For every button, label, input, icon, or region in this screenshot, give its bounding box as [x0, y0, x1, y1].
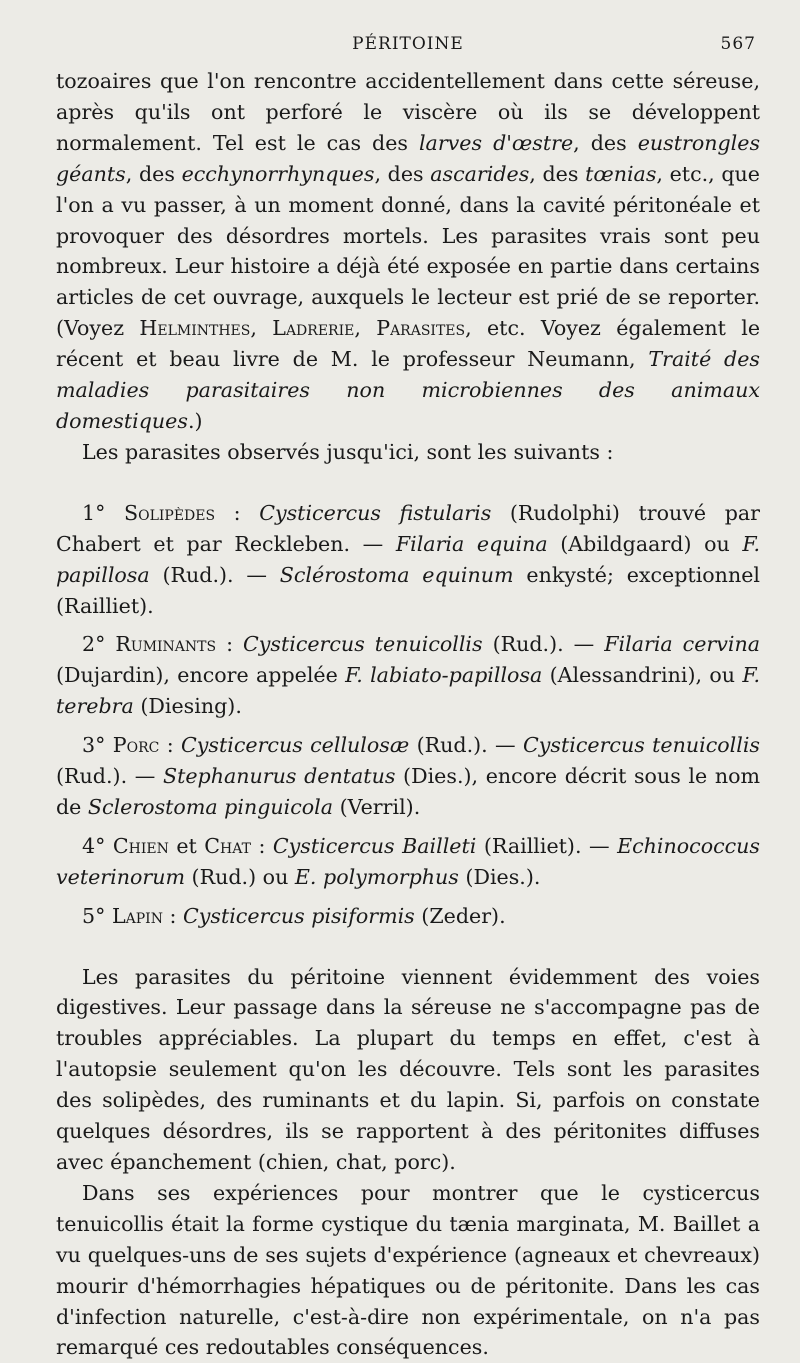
spacer	[56, 468, 760, 498]
list-item-text: et	[168, 833, 205, 858]
spacer	[56, 932, 760, 962]
species-name: Filaria equina	[395, 531, 548, 556]
list-item-text: :	[216, 632, 244, 657]
list-item-text: (Dies.), encore décrit sous le nom de	[56, 764, 761, 819]
spacer	[56, 823, 760, 831]
list-item-text: :	[215, 500, 260, 525]
paragraph-experiments: Dans ses expériences pour montrer que le cysticercus tenuicollis était la forme cystique du tænia marginata, M. Baillet a vu quelques-uns de ses sujets d'expérience (agneaux et chevreaux) mourir d'hémorrhagies hépatiques ou de péritonite. Dans les cas d'infection naturelle, c'est-à-dire non expérimentale, on n'a pas remarqué ces redoutables conséquences.	[56, 1180, 760, 1360]
species-name: Cysticercus pisiformis	[182, 903, 415, 928]
species-name: Cysticercus tenuicollis	[523, 733, 760, 758]
page-number: 567	[720, 34, 756, 54]
list-item-text: enkysté; exceptionnel (Railliet).	[56, 562, 760, 618]
list-item-group: Lapin	[111, 903, 163, 928]
list-item-group: Porc	[112, 733, 160, 758]
species-name: Cysticercus fistularis	[259, 500, 492, 525]
list-item-text: (Zeder).	[414, 903, 506, 928]
list-item	[56, 901, 760, 932]
species-name: Cysticercus Bailleti	[272, 833, 477, 858]
list-item-number: 4°	[82, 833, 113, 858]
species-name: F. terebra	[56, 663, 760, 719]
spacer	[56, 722, 760, 730]
spacer	[56, 621, 760, 629]
list-item-text: (Abildgaard) ou	[547, 531, 743, 556]
list-item	[56, 498, 760, 622]
running-head	[56, 26, 760, 66]
list-item-text: (Rud.). —	[56, 764, 163, 789]
list-item	[56, 730, 760, 823]
list-item-text: (Rud.) ou	[185, 864, 295, 889]
species-name: Sclerostoma pinguicola	[87, 794, 334, 819]
list-item-text: (Rud.). —	[409, 733, 524, 758]
parasite-list	[56, 498, 760, 932]
list-item-number: 2°	[82, 632, 116, 657]
list-item-group: Ruminants	[115, 632, 217, 657]
list-item-text: (Dies.).	[458, 864, 541, 889]
list-item-text: (Dujardin), encore appelée	[56, 663, 346, 688]
list-item-group: Solipèdes	[124, 500, 216, 525]
list-item-text: (Rud.). —	[149, 562, 280, 587]
list-item-number: 5°	[82, 903, 112, 928]
species-name: Echinococcus veterinorum	[56, 833, 760, 889]
list-item-text: (Alessandrini), ou	[542, 663, 743, 688]
paragraph-digestive: Les parasites du péritoine viennent évidemment des voies digestives. Leur passage dans la séreuse ne s'accompagne pas de troubles appréciables. La plupart du temps en effet, c'est à l'autopsie seulement qu'on les découvre. Tels sont les parasites des solipèdes, des ruminants et du lapin. Si, parfois on constate quelques désordres, ils se rapportent à des péritonites diffuses avec épanchement (chien, chat, porc).	[56, 964, 760, 1174]
list-item-group: Chien	[112, 833, 169, 858]
species-name: E. polymorphus	[294, 864, 459, 889]
list-intro: Les parasites observés jusqu'ici, sont les suivants :	[82, 439, 614, 464]
list-item-text: (Rudolphi) trouvé par Chabert et par Reckleben. —	[56, 500, 760, 556]
list-item-text: (Railliet). —	[476, 833, 618, 858]
list-item-text: :	[250, 833, 273, 858]
intro-paragraph: tozoaires que l'on rencontre accidentellement dans cette séreuse, après qu'ils ont perforé le viscère où ils se développent normalement. Tel est le cas des larves d'œstre, des eustrongles géants, des ecchynorrhynques, des ascarides, des tœnias, etc., que l'on a vu passer, à un moment donné, dans la cavité péritonéale et provoquer des désordres mortels. Les parasites vrais sont peu nombreux. Leur histoire a déjà été exposée en partie dans certains articles de cet ouvrage, auxquels le lecteur est prié de se reporter. (Voyez Helminthes, Ladrerie, Parasites, etc. Voyez également le récent et beau livre de M. le professeur Neumann, Traité des maladies parasitaires non microbiennes des animaux domestiques.)	[56, 69, 761, 433]
species-name: Sclérostoma equinum	[279, 562, 514, 587]
list-item-text: :	[162, 903, 183, 928]
list-item-text: (Rud.). —	[482, 632, 605, 657]
list-item-text: :	[159, 733, 182, 758]
list-item	[56, 629, 760, 722]
list-item-number: 3°	[82, 733, 113, 758]
spacer	[56, 893, 760, 901]
species-name: Filaria cervina	[604, 632, 761, 657]
list-item-group: Chat	[204, 833, 251, 858]
list-item-text: (Verril).	[333, 794, 421, 819]
list-item	[56, 831, 760, 893]
species-name: Stephanurus dentatus	[162, 764, 396, 789]
list-item-number: 1°	[82, 500, 124, 525]
running-title: PÉRITOINE	[352, 34, 464, 54]
species-name: Cysticercus tenuicollis	[243, 632, 483, 657]
list-item-text: (Diesing).	[133, 694, 242, 719]
species-name: F. labiato-papillosa	[345, 663, 543, 688]
species-name: Cysticercus cellulosæ	[181, 733, 410, 758]
species-name: F. papillosa	[56, 531, 760, 587]
